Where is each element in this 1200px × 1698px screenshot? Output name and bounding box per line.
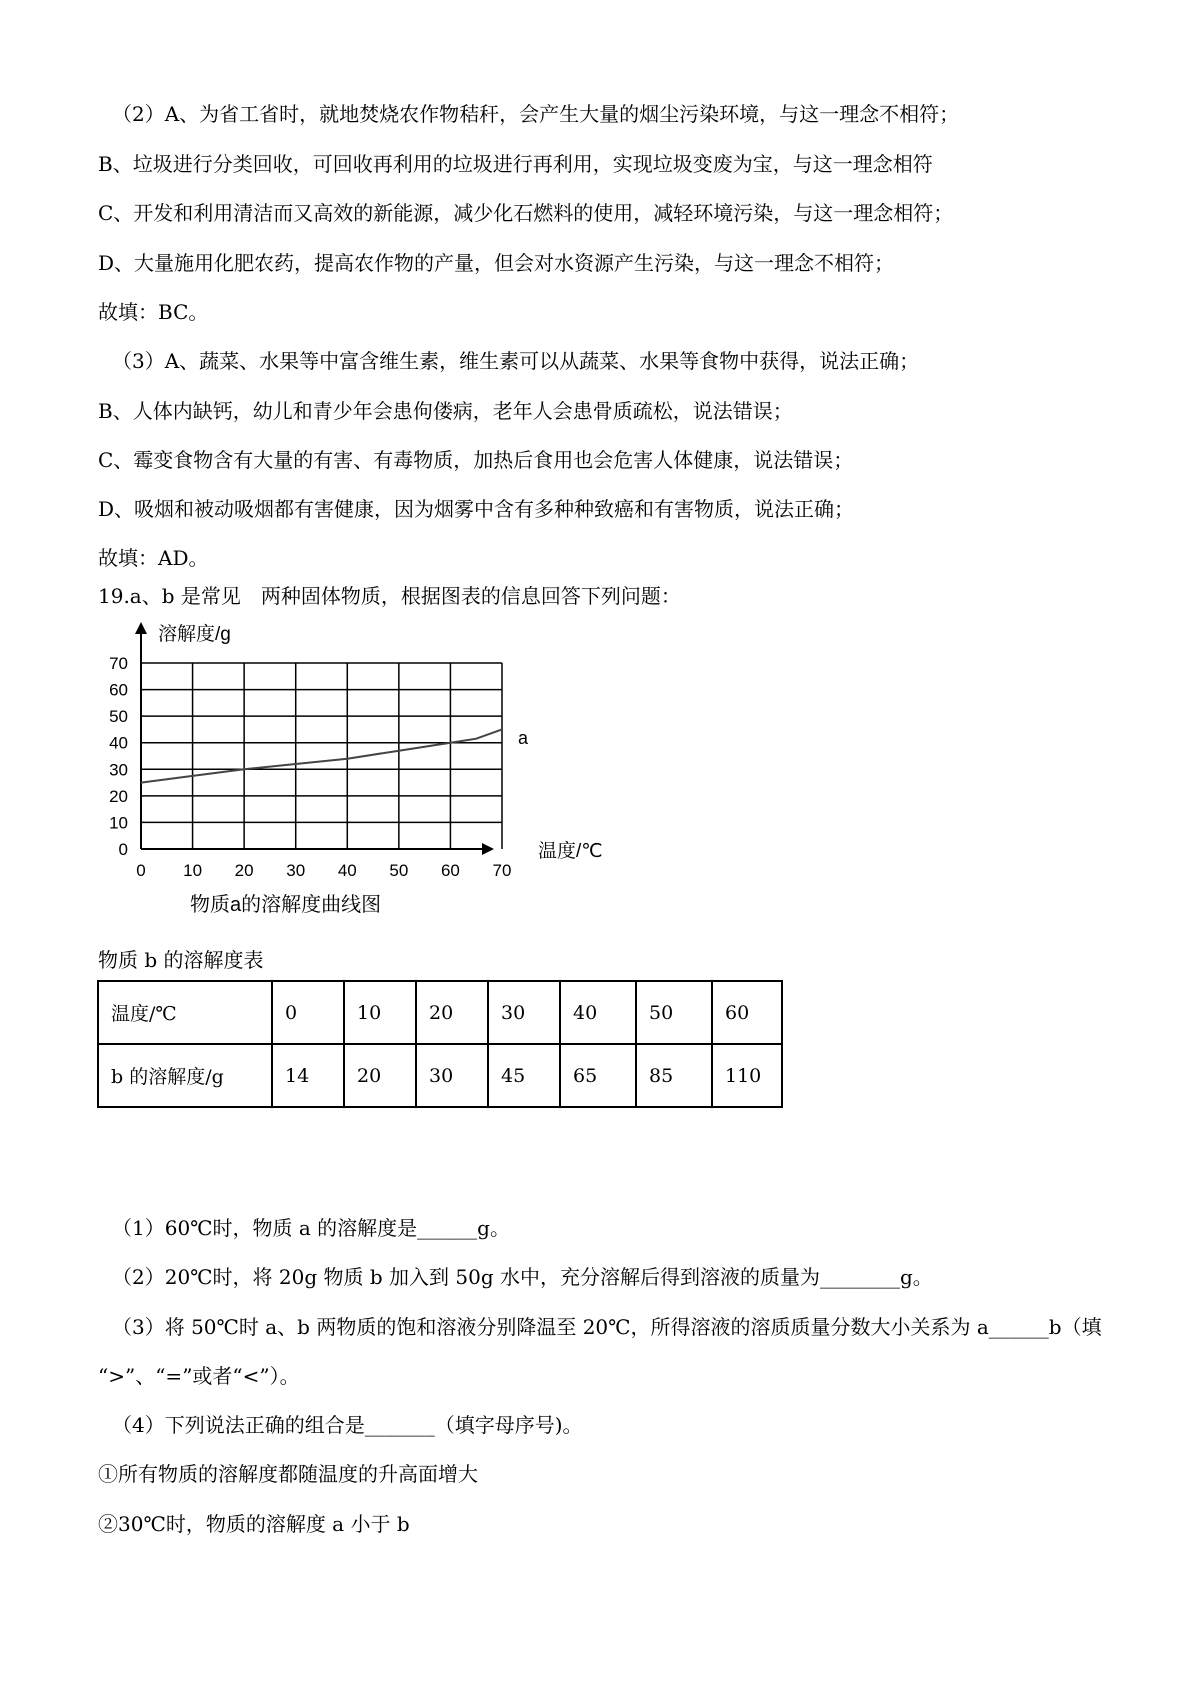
y-tick-label: 40 [109, 733, 128, 753]
series-label-a: a [518, 728, 529, 748]
table-cell: 65 [560, 1044, 636, 1107]
chart-title: 物质a的溶解度曲线图 [190, 894, 382, 916]
table-row [98, 1044, 782, 1107]
text-line: D、大量施用化肥农药，提高农作物的产量，但会对水资源产生污染，与这一理念不相符； [98, 251, 895, 275]
table-cell: 20 [416, 981, 488, 1044]
y-axis-arrow [135, 622, 147, 634]
table-cell: 10 [344, 981, 416, 1044]
y-tick-label: 70 [109, 654, 128, 673]
text-line: （2）A、为省工省时，就地焚烧农作物秸秆，会产生大量的烟尘污染环境，与这一理念不相符； [112, 102, 960, 126]
y-tick-label: 0 [118, 840, 128, 859]
x-axis-label: 温度/℃ [538, 841, 603, 862]
text-line: 故填：BC。 [98, 300, 209, 324]
table-cell: 45 [488, 1044, 560, 1107]
option-2: ②30℃时，物质的溶解度 a 小于 b [98, 1512, 410, 1536]
solubility-table-b [97, 980, 783, 1108]
question-4: （4）下列说法正确的组合是_______（填字母序号)。 [112, 1413, 583, 1437]
table-cell: 50 [636, 981, 712, 1044]
table-row [98, 981, 782, 1044]
y-tick-label: 20 [109, 786, 128, 806]
text-line: B、人体内缺钙，幼儿和青少年会患佝偻病，老年人会患骨质疏松，说法错误； [98, 399, 793, 423]
text-line: C、霉变食物含有大量的有害、有毒物质，加热后食用也会危害人体健康，说法错误； [98, 448, 854, 472]
y-tick-label: 50 [109, 707, 128, 727]
table-cell: 0 [272, 981, 344, 1044]
x-tick-label: 0 [136, 861, 146, 880]
question-1: （1）60℃时，物质 a 的溶解度是______g。 [112, 1216, 510, 1240]
text-line: B、垃圾进行分类回收，可回收再利用的垃圾进行再利用，实现垃圾变废为宝，与这一理念相符 [98, 152, 933, 176]
x-tick-label: 20 [234, 861, 254, 880]
y-tick-label: 60 [109, 680, 128, 700]
table-cell: 温度/℃ [98, 981, 272, 1044]
question-3-continued: “>”、“=”或者“<”）。 [98, 1364, 300, 1388]
chart-axes [135, 622, 494, 855]
option-1: ①所有物质的溶解度都随温度的升高面增大 [98, 1462, 478, 1486]
x-axis-arrow [482, 843, 494, 855]
text-line: C、开发和利用清洁而又高效的新能源，减少化石燃料的使用，减轻环境污染，与这一理念相符； [98, 201, 954, 225]
text-line: （3）A、蔬菜、水果等中富含维生素，维生素可以从蔬菜、水果等食物中获得，说法正确； [112, 349, 920, 373]
table-cell: 85 [636, 1044, 712, 1107]
table-cell: 60 [712, 981, 782, 1044]
x-tick-label: 30 [286, 861, 306, 880]
question-2: （2）20℃时，将 20g 物质 b 加入到 50g 水中，充分溶解后得到溶液的质量为________g。 [112, 1265, 933, 1289]
x-tick-label: 10 [183, 861, 203, 880]
series-line-a [141, 729, 502, 782]
table-cell: 30 [488, 981, 560, 1044]
chart-grid [141, 663, 502, 849]
text-line: 故填：AD。 [98, 546, 209, 570]
table-cell: 14 [272, 1044, 344, 1107]
y-tick-label: 10 [109, 813, 128, 833]
question-3: （3）将 50℃时 a、b 两物质的饱和溶液分别降温至 20℃，所得溶液的溶质质量分数大小关系为 a______b（填 [112, 1315, 1102, 1339]
x-tick-label: 50 [389, 861, 409, 880]
table-cell: 30 [416, 1044, 488, 1107]
x-tick-label: 40 [337, 861, 357, 880]
text-line: D、吸烟和被动吸烟都有害健康，因为烟雾中含有多种种致癌和有害物质，说法正确； [98, 497, 855, 521]
y-axis-label: 溶解度/g [158, 624, 231, 645]
question-19-heading: 19.a、b 是常见 两种固体物质，根据图表的信息回答下列问题： [98, 584, 681, 608]
y-tick-label: 30 [109, 760, 128, 780]
x-tick-label: 70 [492, 861, 512, 880]
table-cell: b 的溶解度/g [98, 1044, 272, 1107]
x-tick-label: 60 [440, 861, 460, 880]
solubility-chart-a [100, 620, 620, 920]
table-cell: 40 [560, 981, 636, 1044]
table-cell: 110 [712, 1044, 782, 1107]
table-cell: 20 [344, 1044, 416, 1107]
table-caption: 物质 b 的溶解度表 [98, 948, 264, 972]
